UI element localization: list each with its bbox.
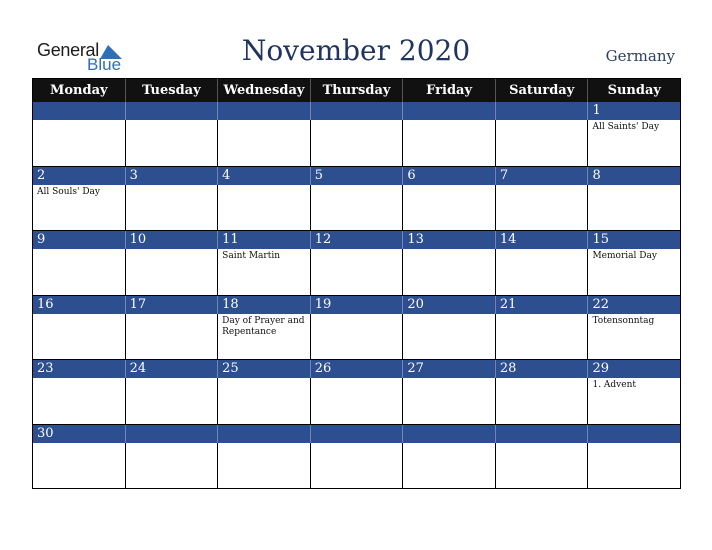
day-event (403, 314, 496, 360)
day-number: 7 (496, 167, 589, 185)
day-number (588, 425, 680, 443)
day-event (496, 120, 589, 166)
weekday-tuesday: Tuesday (126, 79, 219, 102)
day-number: 29 (592, 361, 610, 376)
day-number: 30 (33, 425, 126, 443)
day-number (218, 102, 311, 120)
day-number: 15 (592, 232, 610, 247)
day-number (403, 102, 496, 120)
day-event (33, 314, 126, 360)
day-event: All Souls' Day (33, 185, 126, 231)
day-event (126, 120, 219, 166)
day-number: 19 (311, 296, 404, 314)
day-event: Memorial Day (592, 251, 657, 261)
day-event (496, 443, 589, 490)
week-row (33, 360, 680, 425)
day-number (311, 425, 404, 443)
day-event (126, 378, 219, 424)
day-number: 20 (403, 296, 496, 314)
day-number (403, 425, 496, 443)
day-number-band (33, 360, 680, 378)
weekday-sunday: Sunday (607, 83, 661, 98)
day-event (311, 378, 404, 424)
day-body-band (33, 249, 680, 296)
day-number: 24 (126, 360, 219, 378)
day-body-band (33, 120, 680, 167)
day-body-band (33, 443, 680, 490)
week-row (33, 231, 680, 296)
week-row (33, 425, 680, 490)
calendar-grid (32, 78, 681, 489)
weekday-header (33, 79, 680, 102)
day-event: 1. Advent (592, 380, 637, 390)
day-number: 14 (496, 231, 589, 249)
day-event (588, 185, 680, 231)
day-number: 10 (126, 231, 219, 249)
day-number: 12 (311, 231, 404, 249)
day-event (496, 378, 589, 424)
day-number-band (33, 167, 680, 185)
day-event: Totensonntag (592, 315, 655, 326)
week-row (33, 167, 680, 232)
day-event (496, 249, 589, 295)
day-event (33, 120, 126, 166)
country-label: Germany (605, 47, 675, 65)
logo-text-blue: Blue (87, 55, 122, 74)
day-number: 4 (218, 167, 311, 185)
day-event (403, 443, 496, 490)
day-event (311, 249, 404, 295)
page-title: November 2020 (241, 34, 471, 67)
day-event (496, 185, 589, 231)
day-body-band (33, 378, 680, 425)
day-number: 26 (311, 360, 404, 378)
day-number: 1 (592, 103, 601, 118)
day-number: 2 (33, 167, 126, 185)
day-event (218, 185, 311, 231)
day-event (126, 185, 219, 231)
day-number (496, 102, 589, 120)
day-number-band (33, 296, 680, 314)
day-number: 17 (126, 296, 219, 314)
day-number: 18 (218, 296, 311, 314)
day-event (403, 249, 496, 295)
day-event (311, 443, 404, 490)
day-number: 23 (33, 360, 126, 378)
day-number: 3 (126, 167, 219, 185)
day-body-band (33, 314, 680, 361)
day-event (218, 443, 311, 490)
day-number (496, 425, 589, 443)
weekday-wednesday: Wednesday (218, 79, 311, 102)
day-number: 11 (218, 231, 311, 249)
day-event (311, 185, 404, 231)
day-event: Saint Martin (218, 249, 311, 295)
day-number: 8 (592, 167, 601, 183)
day-number (33, 102, 126, 120)
day-event (218, 378, 311, 424)
day-event: Day of Prayer and Repentance (218, 314, 311, 360)
day-number (126, 102, 219, 120)
week-row (33, 296, 680, 361)
day-number-band (33, 102, 680, 120)
day-event (588, 443, 680, 490)
day-event: All Saints' Day (592, 122, 660, 132)
day-event (218, 120, 311, 166)
day-number: 25 (218, 360, 311, 378)
day-event (311, 314, 404, 360)
day-event (33, 249, 126, 295)
day-event (33, 443, 126, 490)
day-event (403, 120, 496, 166)
day-number: 27 (403, 360, 496, 378)
day-number (218, 425, 311, 443)
day-number: 9 (33, 231, 126, 249)
day-event (126, 249, 219, 295)
weekday-saturday: Saturday (496, 79, 589, 102)
day-number-band (33, 425, 680, 443)
day-event (126, 443, 219, 490)
day-number: 21 (496, 296, 589, 314)
logo-text-general: General (37, 40, 99, 60)
week-row (33, 102, 680, 167)
day-number: 13 (403, 231, 496, 249)
day-number: 22 (592, 296, 610, 312)
day-number: 16 (33, 296, 126, 314)
day-event (126, 314, 219, 360)
weekday-thursday: Thursday (311, 79, 404, 102)
day-number-band (33, 231, 680, 249)
day-event (403, 185, 496, 231)
weeks-container (33, 102, 680, 489)
day-body-band (33, 185, 680, 232)
day-number (126, 425, 219, 443)
day-event (496, 314, 589, 360)
day-number: 5 (311, 167, 404, 185)
day-event (403, 378, 496, 424)
day-event (33, 378, 126, 424)
weekday-friday: Friday (403, 79, 496, 102)
day-number (311, 102, 404, 120)
day-number: 28 (496, 360, 589, 378)
day-number: 6 (403, 167, 496, 185)
day-event (311, 120, 404, 166)
weekday-monday: Monday (33, 79, 126, 102)
